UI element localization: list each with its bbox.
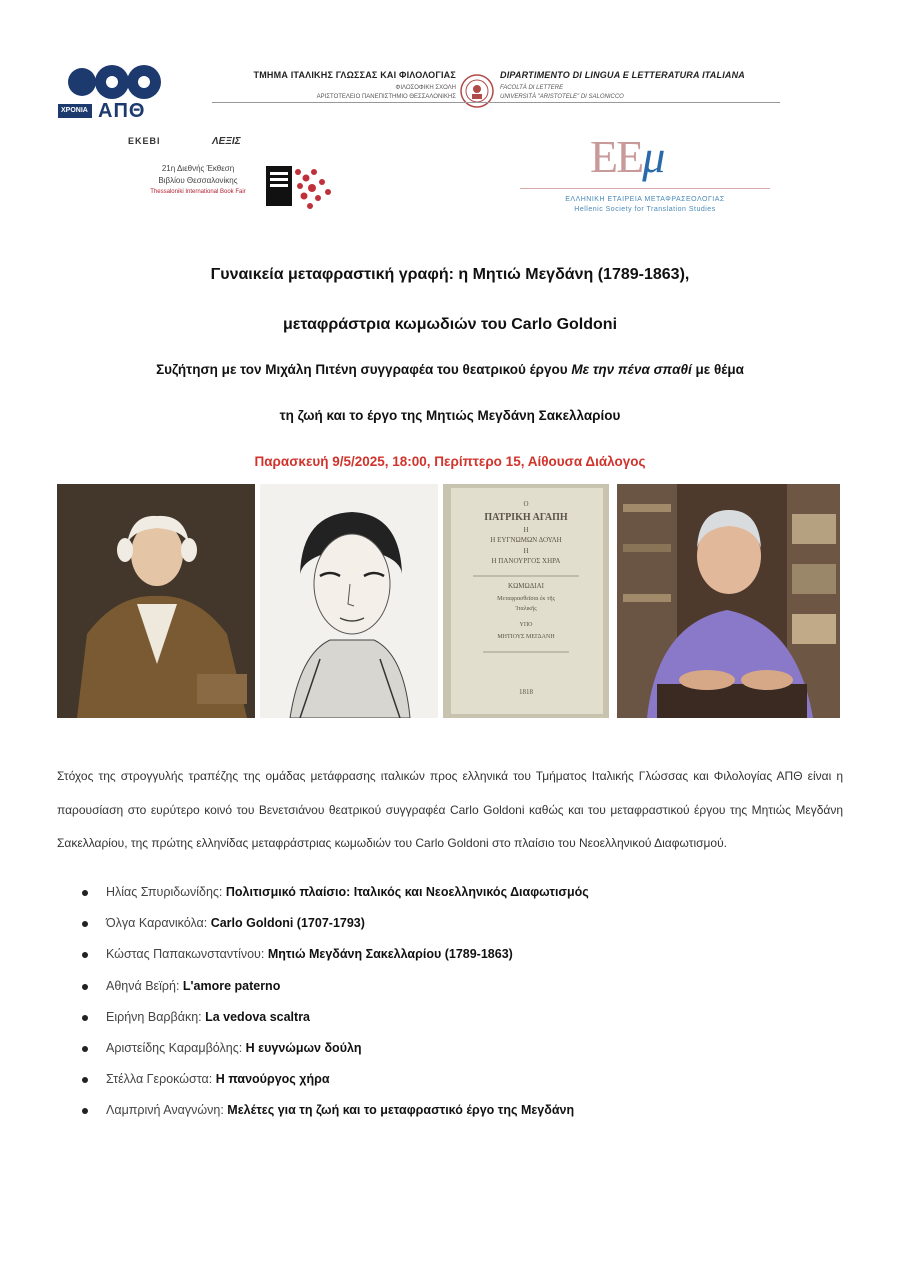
speaker-topic: Μελέτες για τη ζωή και το μεταφραστικό έργο της Μεγδάνη	[227, 1103, 575, 1118]
book-fair-line3: Thessaloniki International Book Fair	[150, 189, 246, 195]
department-greek	[212, 70, 456, 100]
megdani-portrait	[260, 484, 438, 718]
goldoni-portrait	[57, 484, 255, 718]
list-item	[82, 939, 842, 970]
list-item	[82, 877, 842, 908]
eem-mark: ΕΕμ	[590, 131, 664, 182]
list-item	[82, 971, 842, 1002]
book-text-2: ΠΑΤΡΙΚΗ ΑΓΑΠΗ	[484, 512, 568, 523]
auth-100-logo	[58, 60, 162, 122]
list-item	[82, 1095, 842, 1126]
list-item	[82, 1033, 842, 1064]
speaker-name: Αριστείδης Καραμβόλης:	[106, 1040, 246, 1055]
department-header	[212, 70, 780, 118]
speakers-list	[82, 877, 842, 1127]
speaker-topic: Carlo Goldoni (1707-1793)	[210, 916, 365, 931]
lexis-logo: ΛΕΞΙΣ	[212, 136, 241, 147]
speaker-topic: Μητιώ Μεγδάνη Σακελλαρίου (1789-1863)	[267, 947, 513, 962]
description-paragraph: Στόχος της στρογγυλής τραπέζης της ομάδας μετάφρασης ιταλικών προς ελληνικά του Τμήματος Ιταλικής Γλώσσας και Φιλολογίας ΑΠΘ είναι η παρουσίαση στο ευρύτερο κοινό του Βενετσιάνου θεατρικού συγγραφέα Carlo Goldoni καθώς και του μεταφραστικού έργου της Μητιώς Μεγδάνη Σακελλαρίου, της πρώτης ελληνίδας μεταφράστριας κωμωδιών του Carlo Goldoni στο πλαίσιο του Νεοελληνικού Διαφωτισμού.	[57, 769, 843, 850]
speaker-name: Ειρήνη Βαρβάκη:	[106, 1009, 206, 1024]
speaker-topic: La vedova scaltra	[205, 1009, 311, 1024]
book-fair-emblem-icon	[266, 162, 338, 218]
speaker-name: Λαμπρινή Αναγνώνη:	[106, 1103, 228, 1118]
photo-strip	[57, 484, 840, 718]
speaker-name: Όλγα Καρανικόλα:	[106, 916, 211, 931]
header-divider	[212, 102, 780, 103]
speaker-name: Αθηνά Βεϊρή:	[106, 978, 183, 993]
event-subtitle-line2: τη ζωή και το έργο της Μητιώς Μεγδάνη Σακελλαρίου	[279, 408, 621, 423]
speaker-topic: Η ευγνώμων δούλη	[245, 1040, 362, 1055]
speaker-topic: Η πανούργος χήρα	[215, 1072, 330, 1087]
event-subtitle-line1: Συζήτηση με τον Μιχάλη Πιτένη συγγραφέα του θεατρικού έργου Με την πένα σπαθί με θέμα	[156, 362, 744, 377]
speaker-topic: L'amore paterno	[182, 978, 281, 993]
list-item	[82, 1064, 842, 1095]
logo-years-label: ΧΡΟΝΙΑ	[61, 107, 88, 114]
list-item	[82, 1002, 842, 1033]
eem-english-name: Hellenic Society for Translation Studies	[574, 206, 716, 213]
book-text-6: Η ΠΑΝΟΥΡΓΟΣ ΧΗΡΑ	[491, 557, 561, 565]
logo-number	[58, 60, 59, 61]
event-title-line1: Γυναικεία μεταφραστική γραφή: η Μητιώ Μεγδάνη (1789-1863),	[210, 266, 690, 283]
book-text-10: ΥΠΟ	[519, 622, 533, 628]
dept-it-name: DIPARTIMENTO DI LINGUA E LETTERATURA ITALIANA	[500, 70, 745, 80]
book-text-12: 1818	[519, 688, 533, 696]
play-title: Με την πένα σπαθί	[571, 362, 692, 377]
event-title-line2: μεταφράστρια κωμωδιών του Carlo Goldoni	[282, 316, 618, 333]
book-text-3: Η	[523, 526, 529, 534]
speaker-name: Ηλίας Σπυριδωνίδης:	[106, 885, 226, 899]
book-text-1: Ο	[523, 500, 529, 508]
logo-name: ΑΠΘ	[98, 100, 146, 122]
eem-divider	[520, 188, 770, 189]
book-text-9: Ἰταλικῆς	[515, 606, 537, 612]
book-text-11: ΜΗΤΙΟΥΣ ΜΕΓΔΑΝΗ	[497, 634, 555, 640]
book-text-4: Η ΕΥΓΝΩΜΩΝ ΔΟΥΛΗ	[490, 536, 562, 544]
dept-it-faculty: FACOLTÀ DI LETTERE	[500, 85, 564, 91]
speaker-name: Κώστας Παπακωνσταντίνου:	[106, 947, 268, 962]
dept-gr-name: ΤΜΗΜΑ ΙΤΑΛΙΚΗΣ ΓΛΩΣΣΑΣ ΚΑΙ ΦΙΛΟΛΟΓΙΑΣ	[253, 70, 456, 80]
speaker-photo	[617, 484, 840, 718]
book-text-7: ΚΩΜΩΔΙΑΙ	[508, 582, 544, 590]
book-fair-line2: Βιβλίου Θεσσαλονίκης	[158, 176, 238, 185]
dept-gr-university: ΑΡΙΣΤΟΤΕΛΕΙΟ ΠΑΝΕΠΙΣΤΗΜΙΟ ΘΕΣΣΑΛΟΝΙΚΗΣ	[316, 94, 456, 100]
list-item	[82, 908, 842, 939]
dept-it-university: UNIVERSITÀ "ARISTOTELE" DI SALONICCO	[500, 94, 624, 100]
eem-logo	[520, 130, 770, 226]
book-text-8: Μεταφρασθεῖσαι ἐκ τῆς	[497, 596, 555, 602]
book-fair-logo	[118, 156, 338, 220]
speaker-topic: Πολιτισμικό πλαίσιο: Ιταλικός και Νεοελληνικός Διαφωτισμός	[225, 885, 589, 899]
dept-gr-faculty: ΦΙΛΟΣΟΦΙΚΗ ΣΧΟΛΗ	[395, 85, 456, 91]
book-cover	[443, 484, 609, 718]
department-italian	[500, 70, 744, 100]
eem-greek-name: ΕΛΛΗΝΙΚΗ ΕΤΑΙΡΕΙΑ ΜΕΤΑΦΡΑΣΕΟΛΟΓΙΑΣ	[565, 196, 725, 203]
book-text-5: Η	[523, 547, 529, 555]
speaker-name: Στέλλα Γεροκώστα:	[106, 1072, 216, 1087]
ekebi-logo: EKEBI	[128, 136, 161, 146]
event-date-location: Παρασκευή 9/5/2025, 18:00, Περίπτερο 15, Αίθουσα Διάλογος	[254, 454, 646, 469]
book-fair-line1: 21η Διεθνής Έκθεση	[161, 164, 235, 173]
